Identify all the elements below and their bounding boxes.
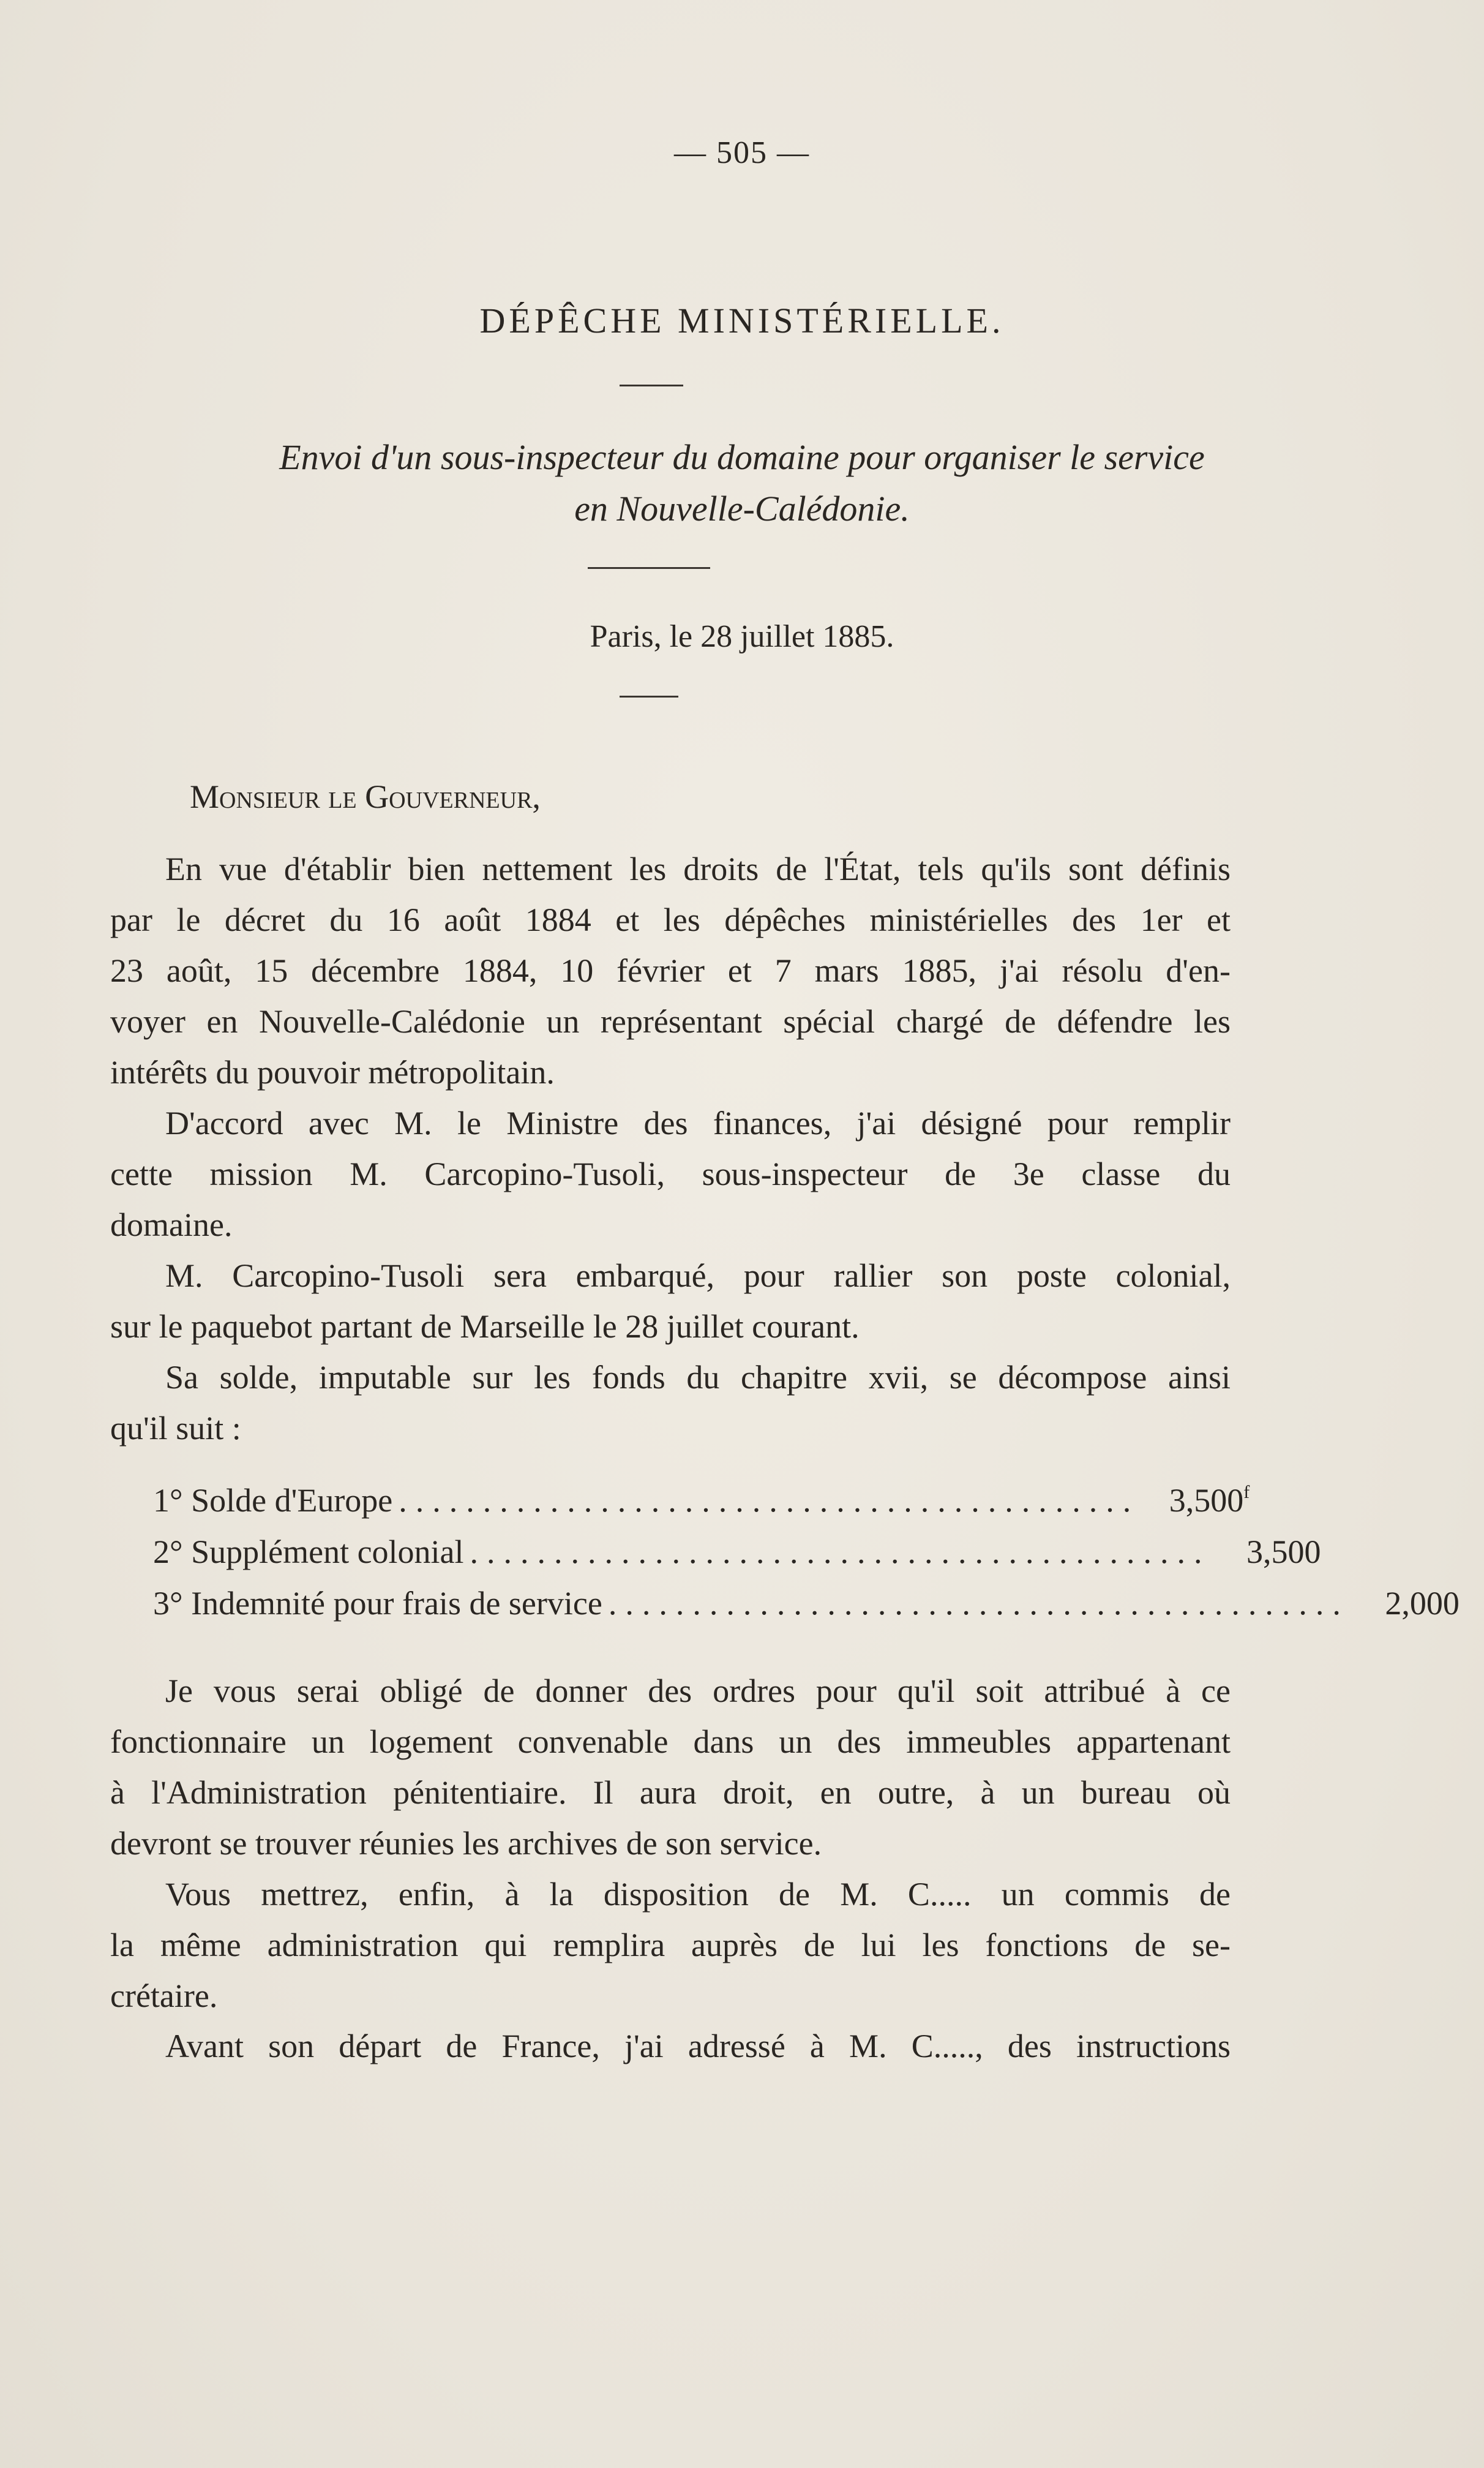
paragraph-line: fonctionnaire un logement convenable dans un des immeubles appartenant — [110, 1723, 1231, 1760]
subtitle-line-2: en Nouvelle-Calédonie. — [574, 489, 910, 529]
salary-amount: 2,000 — [1385, 1585, 1460, 1622]
heading-rule — [620, 385, 683, 386]
paragraph-line: Vous mettrez, enfin, à la disposition de M. C..... un commis de — [165, 1876, 1231, 1913]
paragraph-line: Avant son départ de France, j'ai adressé à M. C....., des instructions — [165, 2028, 1231, 2064]
currency-unit: f — [1243, 1482, 1250, 1502]
paragraph-line: crétaire. — [110, 1977, 218, 2014]
paragraph-line: par le décret du 16 août 1884 et les dépêches ministérielles des 1er et — [110, 901, 1231, 938]
paragraph-line: Je vous serai obligé de donner des ordres pour qu'il soit attribué à ce — [165, 1672, 1231, 1709]
paragraph-line: cette mission M. Carcopino-Tusoli, sous-inspecteur de 3e classe du — [110, 1156, 1231, 1192]
paragraph-line: devront se trouver réunies les archives de son service. — [110, 1825, 822, 1862]
paragraph-4 — [110, 1352, 1231, 1454]
paragraph-line: En vue d'établir bien nettement les droits de l'État, tels qu'ils sont définis — [165, 851, 1231, 887]
document-heading: DÉPÊCHE MINISTÉRIELLE. — [479, 301, 1005, 340]
paragraph-6 — [110, 1869, 1231, 2022]
paragraph-line: voyer en Nouvelle-Calédonie un représentant spécial chargé de défendre les — [110, 1003, 1231, 1040]
salutation: Monsieur le Gouverneur, — [190, 778, 541, 815]
paragraph-line: à l'Administration pénitentiaire. Il aura droit, en outre, à un bureau où — [110, 1774, 1231, 1811]
salary-item — [153, 1475, 1250, 1526]
dot-leader: ............................................ — [470, 1533, 1211, 1570]
paragraph-line: D'accord avec M. le Ministre des finances, j'ai désigné pour remplir — [165, 1105, 1231, 1142]
salary-item — [153, 1578, 1460, 1629]
paragraph-line: M. Carcopino-Tusoli sera embarqué, pour rallier son poste colonial, — [165, 1257, 1231, 1294]
page-number: — 505 — — [674, 135, 810, 170]
paragraph-2 — [110, 1098, 1231, 1251]
paragraph-1 — [110, 844, 1231, 1098]
paragraph-3 — [110, 1251, 1231, 1352]
paragraph-7 — [110, 2021, 1231, 2072]
dateline-rule — [620, 696, 678, 698]
salary-label: 2° Supplément colonial — [153, 1533, 464, 1570]
subtitle — [0, 432, 1484, 535]
paragraph-line: domaine. — [110, 1206, 233, 1243]
subtitle-rule — [588, 567, 710, 569]
dot-leader: ............................................ — [399, 1482, 1140, 1519]
paragraph-line: sur le paquebot partant de Marseille le 28 juillet courant. — [110, 1308, 860, 1345]
salary-amount: 3,500$^f$ — [1169, 1482, 1250, 1519]
dateline: Paris, le 28 juillet 1885. — [590, 619, 894, 654]
paragraph-line: Sa solde, imputable sur les fonds du chapitre xvii, se décompose ainsi — [165, 1359, 1231, 1396]
salary-label: 1° Solde d'Europe — [153, 1482, 393, 1519]
paragraph-line: 23 août, 15 décembre 1884, 10 février et 7 mars 1885, j'ai résolu d'en- — [110, 952, 1231, 989]
paragraph-line: intérêts du pouvoir métropolitain. — [110, 1054, 555, 1091]
paragraph-line: qu'il suit : — [110, 1410, 241, 1447]
salary-label: 3° Indemnité pour frais de service — [153, 1585, 602, 1622]
subtitle-line-1: Envoi d'un sous-inspecteur du domaine pour organiser le service — [279, 437, 1205, 477]
paragraph-line: la même administration qui remplira auprès de lui les fonctions de se- — [110, 1927, 1231, 1963]
dot-leader: ............................................ — [608, 1585, 1349, 1622]
salary-list — [153, 1475, 1460, 1629]
salary-item — [153, 1526, 1321, 1578]
salary-amount: 3,500 — [1246, 1533, 1321, 1570]
paragraph-5 — [110, 1666, 1231, 1869]
